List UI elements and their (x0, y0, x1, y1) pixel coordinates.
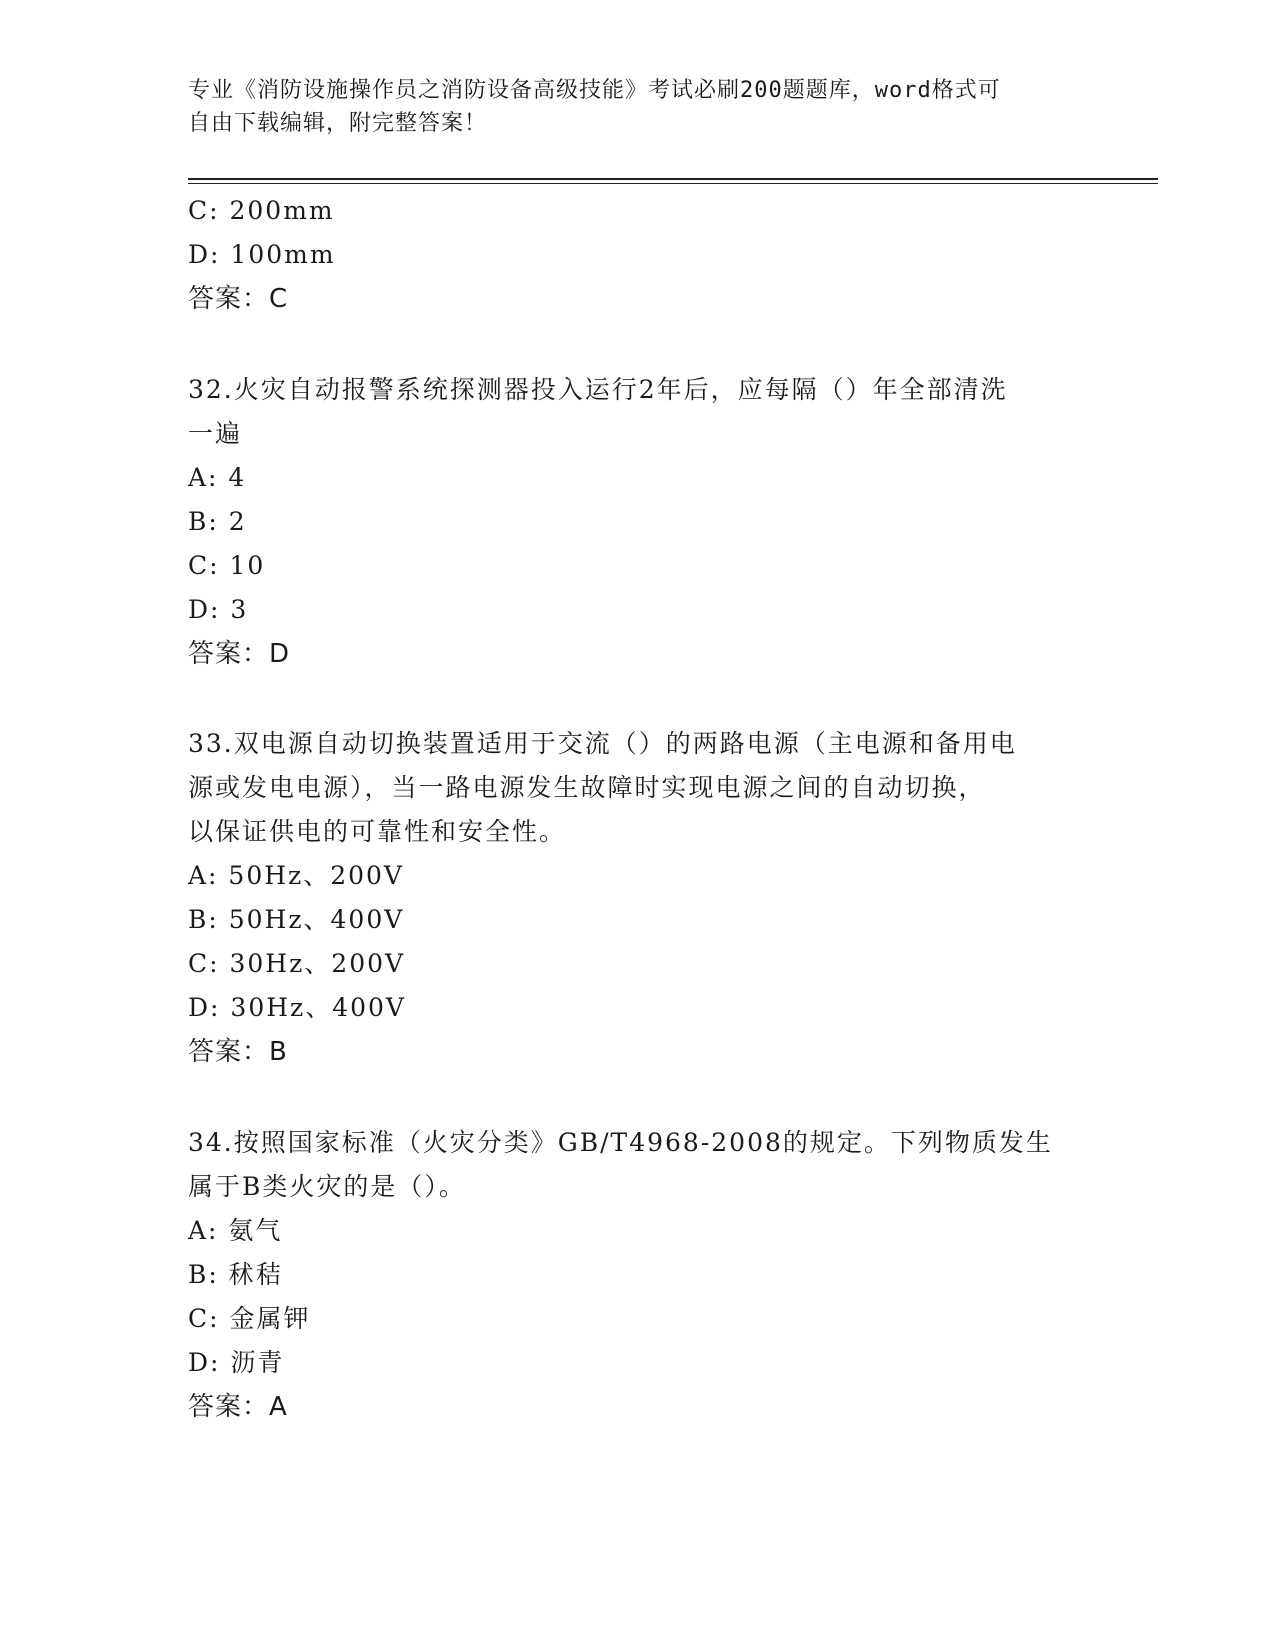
q32-option-b: B: 2 (188, 507, 247, 536)
q33-stem-line-1: 33.双电源自动切换装置适用于交流（）的两路电源（主电源和备用电 (188, 729, 1017, 758)
q32-stem-line-1: 32.火灾自动报警系统探测器投入运行2年后，应每隔（）年全部清洗 (188, 375, 1008, 404)
q34-option-a: A: 氨气 (188, 1216, 283, 1245)
q31-option-c: C: 200mm (188, 196, 335, 225)
q33-option-b: B: 50Hz、400V (188, 905, 405, 934)
q31-answer: 答案：C (188, 284, 289, 314)
q33-answer: 答案：B (188, 1037, 288, 1067)
q32-option-c: C: 10 (188, 551, 266, 580)
q31-option-d: D: 100mm (188, 240, 336, 269)
q32-answer: 答案：D (188, 639, 291, 669)
header-line-1: 专业《消防设施操作员之消防设备高级技能》考试必刷200题题库，word格式可 (188, 78, 1001, 103)
q32-option-d: D: 3 (188, 595, 249, 624)
q33-option-c: C: 30Hz、200V (188, 949, 406, 978)
q33-option-d: D: 30Hz、400V (188, 993, 406, 1022)
header-divider-thin (188, 183, 1158, 184)
q34-answer: 答案：A (188, 1392, 288, 1422)
q34-stem-line-2: 属于B类火灾的是（）。 (188, 1172, 466, 1201)
q34-option-c: C: 金属钾 (188, 1304, 311, 1333)
q33-stem-line-3: 以保证供电的可靠性和安全性。 (188, 817, 567, 846)
q34-stem-line-1: 34.按照国家标准（火灾分类》GB/T4968-2008的规定。下列物质发生 (188, 1128, 1053, 1157)
q33-stem-line-2: 源或发电电源），当一路电源发生故障时实现电源之间的自动切换， (188, 773, 986, 802)
header-line-2: 自由下载编辑，附完整答案！ (188, 111, 488, 136)
q32-option-a: A: 4 (188, 463, 247, 492)
page-header (188, 74, 1088, 140)
q32-stem-line-2: 一遍 (188, 419, 243, 448)
header-divider-thick (188, 178, 1158, 180)
q34-option-b: B: 秫秸 (188, 1260, 283, 1289)
q33-option-a: A: 50Hz、200V (188, 861, 404, 890)
q34-option-d: D: 沥青 (188, 1348, 285, 1377)
